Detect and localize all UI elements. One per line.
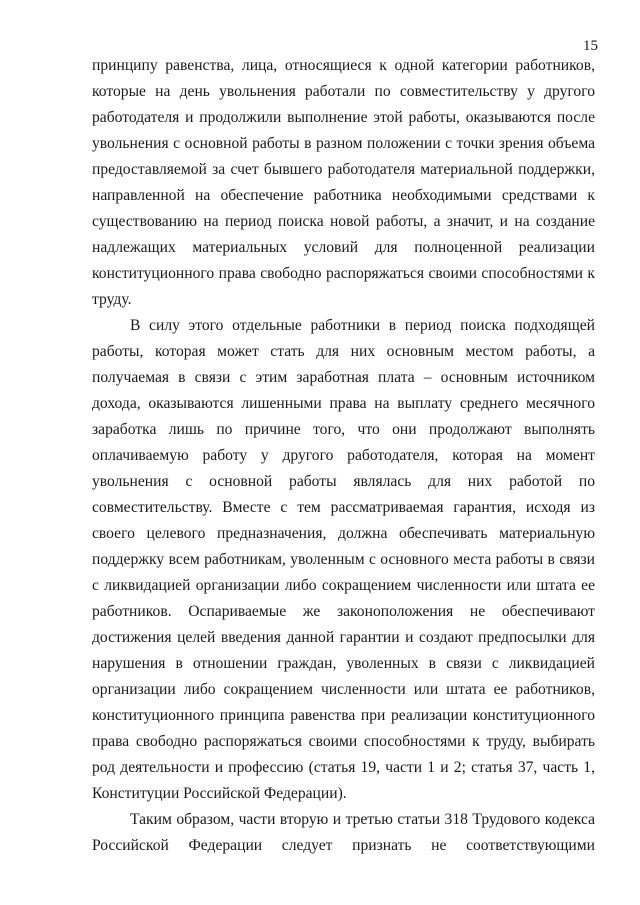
text-line: права свободно распоряжаться своими способностями к труду, выбирать [92,733,595,750]
text-line: направленной на обеспечение работника необходимыми средствами к [92,187,595,204]
text-line: В силу этого отдельные работники в период поиска подходящей [130,317,595,334]
text-line: работы, которая может стать для них основным местом работы, а [92,343,595,360]
text-line: увольнения с основной работы являлась для них работой по [92,473,595,490]
text-line: работодателя и продолжили выполнение этой работы, оказываются после [92,109,595,126]
text-line: дохода, оказываются лишенными права на выплату среднего месячного [92,395,595,412]
text-line: Конституции Российской Федерации). [92,785,347,802]
text-line: Таким образом, части вторую и третью статьи 318 Трудового кодекса [130,811,595,828]
paragraph-3 [92,807,595,859]
text-line: достижения целей введения данной гарантии и создают предпосылки для [92,629,595,646]
text-line: конституционного права свободно распоряжаться своими способностями к [92,265,595,282]
text-line: работников. Оспариваемые же законоположения не обеспечивают [92,603,595,620]
text-line: предоставляемой за счет бывшего работодателя материальной поддержки, [92,161,595,178]
paragraph-1 [92,53,595,313]
text-line: Российской Федерации следует признать не соответствующими [92,837,595,854]
text-line: с ликвидацией организации либо сокращением численности или штата ее [92,577,595,594]
body-text [92,53,595,859]
text-line: увольнения с основной работы в разном положении с точки зрения объема [92,135,595,152]
text-line: получаемая в связи с этим заработная плата – основным источником [92,369,595,386]
text-line: оплачиваемую работу у другого работодателя, которая на момент [92,447,595,464]
page-number: 15 [583,38,598,54]
text-line: заработка лишь по причине того, что они продолжают выполнять [92,421,595,438]
text-line: принципу равенства, лица, относящиеся к одной категории работников, [92,57,595,74]
text-line: труду. [92,291,132,308]
text-line: поддержку всем работникам, уволенным с основного места работы в связи [92,551,595,568]
text-line: организации либо сокращением численности или штата ее работников, [92,681,595,698]
text-line: надлежащих материальных условий для полноценной реализации [92,239,595,256]
text-line: существованию на период поиска новой работы, а значит, и на создание [92,213,595,230]
text-line: которые на день увольнения работали по совместительству у другого [92,83,595,100]
text-line: нарушения в отношении граждан, уволенных в связи с ликвидацией [92,655,595,672]
text-line: своего целевого предназначения, должна обеспечивать материальную [92,525,595,542]
text-line: конституционного принципа равенства при реализации конституционного [92,707,595,724]
text-line: род деятельности и профессию (статья 19, части 1 и 2; статья 37, часть 1, [92,759,595,776]
paragraph-2 [92,313,595,807]
text-line: совместительству. Вместе с тем рассматриваемая гарантия, исходя из [92,499,595,516]
